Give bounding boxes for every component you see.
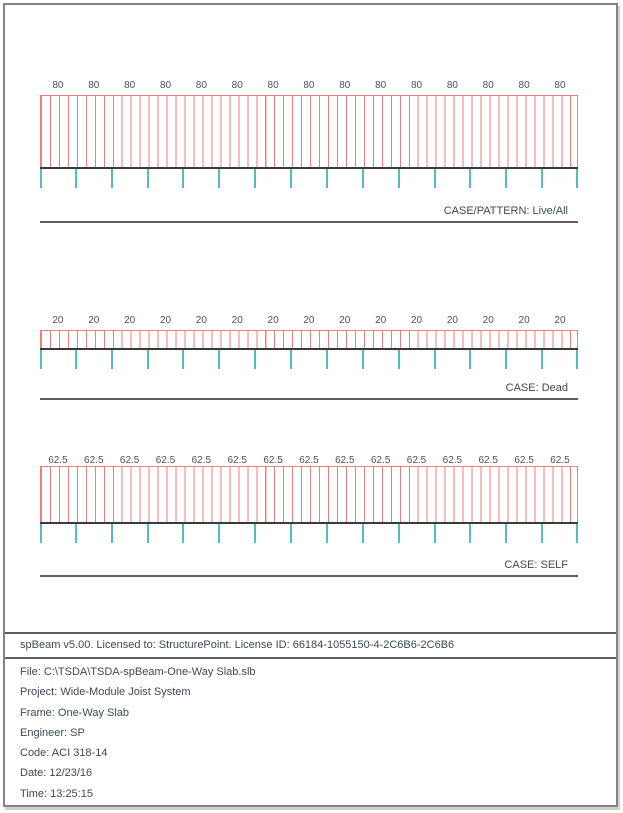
load-value-label: 20: [88, 315, 100, 326]
info-project: Project: Wide-Module Joist System: [20, 686, 191, 699]
load-value-label: 62.5: [119, 455, 140, 466]
support-tick: [40, 169, 42, 188]
load-value-label: 80: [518, 80, 530, 91]
load-value-label: 20: [339, 315, 351, 326]
support-tick: [254, 524, 256, 543]
support-tick: [362, 524, 364, 543]
support-tick: [290, 350, 292, 369]
support-tick: [290, 524, 292, 543]
support-tick: [182, 169, 184, 188]
info-time: Time: 13:25:15: [20, 787, 93, 800]
support-tick: [182, 524, 184, 543]
load-value-label: 80: [303, 80, 315, 91]
load-value-label: 20: [410, 315, 423, 326]
support-tick: [469, 350, 471, 369]
load-value-labels: [40, 314, 578, 327]
support-tick: [398, 350, 400, 369]
load-value-label: 20: [303, 315, 315, 326]
support-tick: [362, 350, 364, 369]
support-tick: [182, 350, 184, 369]
project-info: [5, 659, 616, 804]
support-tick: [576, 524, 578, 543]
support-tick: [434, 169, 436, 188]
load-hatch-block: [40, 95, 578, 167]
load-value-label: 20: [375, 315, 387, 326]
support-ticks: [40, 350, 578, 369]
support-tick: [541, 524, 543, 543]
support-tick: [434, 524, 436, 543]
support-tick: [326, 350, 328, 369]
load-value-label: 20: [482, 315, 494, 326]
beam-baseline: [40, 348, 578, 350]
load-value-label: 80: [124, 80, 136, 91]
support-tick: [75, 350, 77, 369]
load-value-labels: [40, 454, 578, 467]
load-value-label: 62.5: [191, 455, 212, 466]
load-value-label: 62.5: [478, 455, 498, 466]
load-value-labels: [40, 79, 578, 92]
section-divider: [40, 575, 578, 577]
beam-baseline: [40, 522, 578, 524]
support-tick: [147, 350, 149, 369]
load-value-label: 20: [231, 315, 243, 326]
support-tick: [40, 524, 42, 543]
support-ticks: [40, 524, 578, 543]
load-value-label: 62.5: [299, 455, 319, 466]
support-ticks: [40, 169, 578, 188]
load-value-label: 20: [124, 315, 136, 326]
support-tick: [469, 169, 471, 188]
support-tick: [218, 350, 220, 369]
case-label: CASE: SELF: [504, 559, 568, 571]
support-tick: [40, 350, 42, 369]
load-value-label: 62.5: [550, 455, 570, 466]
support-tick: [541, 169, 543, 188]
support-tick: [505, 524, 507, 543]
load-value-label: 62.5: [227, 455, 247, 466]
beam-baseline: [40, 167, 578, 169]
support-tick: [576, 350, 578, 369]
load-hatch-block: [40, 330, 578, 348]
support-tick: [326, 524, 328, 543]
support-tick: [505, 169, 507, 188]
support-tick: [75, 524, 77, 543]
info-date: Date: 12/23/16: [20, 767, 93, 780]
load-value-label: 20: [195, 315, 207, 326]
support-tick: [147, 169, 149, 188]
load-value-label: 80: [195, 80, 207, 91]
support-tick: [326, 169, 328, 188]
license-line: spBeam v5.00. Licensed to: StructurePoint. License ID: 66184-1055150-4-2C6B6-2C6B6: [20, 639, 455, 651]
load-value-label: 80: [52, 80, 64, 91]
load-value-label: 62.5: [263, 455, 283, 466]
load-value-label: 20: [267, 315, 279, 326]
load-value-label: 80: [410, 80, 423, 91]
load-value-label: 62.5: [84, 455, 104, 466]
load-value-label: 20: [554, 315, 566, 326]
load-value-label: 62.5: [406, 455, 427, 466]
support-tick: [218, 169, 220, 188]
load-value-label: 62.5: [155, 455, 176, 466]
load-value-label: 62.5: [442, 455, 463, 466]
support-tick: [434, 350, 436, 369]
load-hatch-block: [40, 466, 578, 522]
load-value-label: 62.5: [370, 455, 391, 466]
load-value-label: 62.5: [48, 455, 68, 466]
support-tick: [111, 169, 113, 188]
load-value-label: 20: [52, 315, 64, 326]
load-value-label: 80: [554, 80, 566, 91]
load-value-label: 80: [339, 80, 351, 91]
load-value-label: 80: [231, 80, 243, 91]
load-value-label: 80: [267, 80, 279, 91]
report-page: [3, 3, 618, 807]
info-file: File: C:\TSDA\TSDA-spBeam-One-Way Slab.slb: [20, 666, 256, 678]
support-tick: [541, 350, 543, 369]
support-tick: [254, 350, 256, 369]
info-frame: Frame: One-Way Slab: [20, 706, 130, 719]
info-engineer: Engineer: SP: [20, 726, 85, 739]
support-tick: [398, 524, 400, 543]
load-value-label: 80: [482, 80, 494, 91]
load-value-label: 80: [159, 80, 172, 91]
support-tick: [111, 524, 113, 543]
load-value-label: 20: [518, 315, 530, 326]
support-tick: [147, 524, 149, 543]
report-content: [5, 5, 616, 805]
support-tick: [469, 524, 471, 543]
load-value-label: 80: [88, 80, 100, 91]
info-code: Code: ACI 318-14: [20, 747, 108, 760]
load-value-label: 62.5: [514, 455, 534, 466]
load-value-label: 80: [446, 80, 458, 91]
load-value-label: 20: [446, 315, 458, 326]
support-tick: [254, 169, 256, 188]
support-tick: [75, 169, 77, 188]
support-tick: [290, 169, 292, 188]
support-tick: [576, 169, 578, 188]
load-value-label: 20: [159, 315, 172, 326]
support-tick: [362, 169, 364, 188]
load-value-label: 62.5: [335, 455, 355, 466]
section-divider: [40, 398, 578, 400]
support-tick: [111, 350, 113, 369]
support-tick: [398, 169, 400, 188]
case-label: CASE: Dead: [505, 382, 568, 394]
support-tick: [218, 524, 220, 543]
case-label: CASE/PATTERN: Live/All: [443, 205, 568, 217]
support-tick: [505, 350, 507, 369]
load-value-label: 80: [375, 80, 387, 91]
section-divider: [40, 221, 578, 223]
